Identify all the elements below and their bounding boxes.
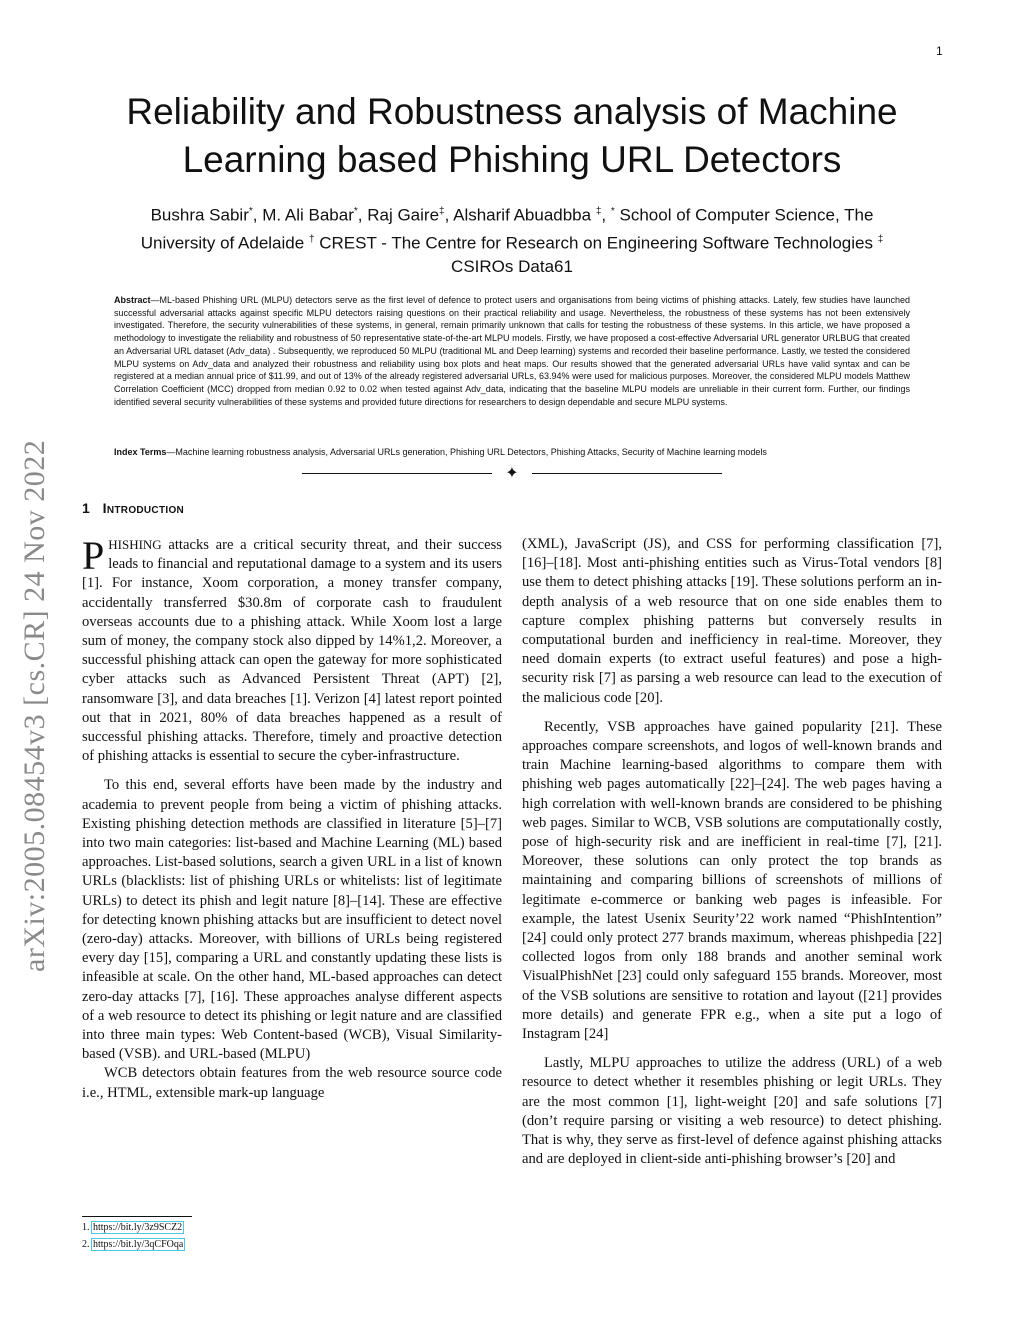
paragraph: Lastly, MLPU approaches to utilize the address (URL) of a web resource to detect whether it resembles phishing or legit URLs. They are the most common [1], light-weight [20] and safe solutions [7] (don’t require parsing or visiting a web resource) to detect phishing. That is why, they serve as first-level of defence against phishing attacks and are deployed in client-side anti-phishing browser’s [20] and [522, 1055, 942, 1168]
abstract-text: —ML-based Phishing URL (MLPU) detectors serve as the first level of defence to protect users and organisations from being victims of phishing attacks. Lately, few studies have launched successful adversarial attacks against specific MLPU detectors raising questions on their practical reliability and usage. Nevertheless, the robustness of these systems has not been extensively investigated. Therefore, the security vulnerabilities of these systems, in general, remain primarily unknown that calls for testing the robustness of these systems. In this article, we have proposed a methodology to investigate the reliability and robustness of 50 representative state-of-the-art MLPU models. Firstly, we have proposed a cost-effective Adversarial URL generator URLBUG that created an Adversarial URL dataset (Adv_data) . Subsequently, we reproduced 50 MLPU (traditional ML and Deep learning) systems and recorded their baseline performance. Lastly, we tested the considered MLPU systems on Adv_data and analyzed their robustness and reliability using box plots and heat maps. Our results showed that the generated adversarial URLs have valid syntax and can be registered at a median annual price of $11.99, and out of 13% of the already registered adversarial URLs, 63.94% were used for malicious purposes. Moreover, the considered MLPU models Matthew Correlation Coefficient (MCC) dropped from median 0.92 to 0.02 when tested against Adv_data, indicating that the baseline MLPU models are unreliable in their current form. Further, our findings identified several security vulnerabilities of these systems and provided future directions for researchers to design dependable and secure MLPU systems. [114, 295, 910, 407]
affil-mark: ‡ [595, 206, 602, 217]
affil-mark: * [353, 206, 358, 217]
paragraph: Recently, VSB approaches have gained popularity [21]. These approaches compare screenshots, and logos of well-known brands and train Machine learning-based algorithms to compare them with phishing web pages automatically [22]–[24]. The web pages having a high correlation with well-known brands are considered to be phishing web pages. Similar to WCB, VSB solutions are computationally costly, pose of high-security risk and are inefficient in real-time [7], [21]. Moreover, these solutions can only protect the top brands as maintaining and comparing billions of screenshots of millions of legitimate e-commerce or banking web pages is infeasible. For example, the latest Usenix Seurity’22 work named “PhishIntention” [24] could only protect 277 brands maximum, whereas phishpedia [22] collected logos from only 188 brands and another seminal work VisualPhishNet [23] could only safeguard 155 brands. Moreover, most of the VSB solutions are sensitive to rotation and layout ([21] provides more details) and generate FPR e.g., when a site put a logo of Instagram [24] [522, 718, 942, 1043]
author-name: , M. Ali Babar [252, 205, 354, 225]
page-number: 1 [936, 44, 943, 58]
divider-star-icon: ✦ [505, 465, 519, 482]
paragraph [82, 535, 502, 766]
title-line-2: Learning based Phishing URL Detectors [182, 139, 842, 180]
abstract [114, 294, 910, 408]
footnote [82, 1219, 502, 1236]
abstract-label: Abstract [114, 295, 151, 305]
footnotes [82, 1216, 502, 1253]
affiliation: School of Computer Science, The [619, 205, 874, 225]
left-column [82, 535, 502, 1103]
footnote-number: 1. [82, 1222, 90, 1233]
footnote-number: 2. [82, 1239, 90, 1250]
author-name: Bushra Sabir [150, 205, 249, 225]
author-name: , Raj Gaire [357, 205, 440, 225]
author-name: , Alsharif Abuadbba [444, 205, 592, 225]
affiliation: CSIROs Data61 [451, 257, 573, 277]
paragraph-text: attacks are a critical security threat, and their success leads to financial and reputational damage to a system and its users [1]. For instance, Xoom corporation, a money transfer company, accidentally transferred $30.8m of corporate cash to fraudulent overseas accounts due to a phishing attack. While Xoom lost a large sum of money, the company stock also dipped by 14%1,2. Moreover, a successful phishing attack can open the gateway for more sophisticated cyber attacks such as Advanced Persistent Threat (APT) [2], ransomware [3], and data breaches [1]. Verizon [4] latest report pointed out that in 2021, 80% of data breaches happened as a result of successful phishing attacks. Therefore, timely and proactive detection of phishing attacks is essential to secure the cyber-infrastructure. [82, 537, 502, 765]
smallcaps-lead: HISHING [108, 537, 162, 552]
right-column [522, 535, 942, 1170]
section-title: Introduction [102, 500, 185, 516]
paragraph: (XML), JavaScript (JS), and CSS for performing classification [7], [16]–[18]. Most anti-phishing entities such as Virus-Total vendors [8] use them to detect phishing attacks [19]. These solutions perform an in-depth analysis of a web resource that on one side enables them to capture complex phishing patterns but conversely results in computational burden and inefficiency in real-time. Moreover, they need domain experts (to extract useful features) and pose a high-security risk [7] as parsing a web resource can lead to the execution of the malicious code [20]. [522, 536, 942, 706]
arxiv-stamp: arXiv:2005.08454v3 [cs.CR] 24 Nov 2022 [18, 439, 51, 972]
section-number: 1 [82, 500, 91, 516]
separator: , [601, 205, 607, 225]
drop-cap: P [82, 533, 105, 578]
affil-mark: † [308, 233, 315, 245]
affil-mark: ‡ [877, 233, 884, 245]
paper-title [70, 88, 954, 184]
affil-mark: * [248, 206, 253, 217]
title-line-1: Reliability and Robustness analysis of Machine [126, 91, 898, 132]
footnote-link[interactable]: https://bit.ly/3qCFOqa [93, 1239, 184, 1250]
affil-mark: ‡ [439, 206, 445, 217]
index-terms-label: Index Terms [114, 447, 167, 457]
footnote [82, 1236, 502, 1253]
footnote-link[interactable]: https://bit.ly/3z9SCZ2 [93, 1222, 183, 1233]
index-terms-text: —Machine learning robustness analysis, Adversarial URLs generation, Phishing URL Detectors, Phishing Attacks, Security of Machine learning models [166, 447, 767, 457]
paragraph: WCB detectors obtain features from the web resource source code i.e., HTML, extensible mark-up language [82, 1065, 502, 1101]
affiliation: CREST - The Centre for Research on Engineering Software Technologies [319, 233, 873, 253]
section-heading [82, 500, 184, 516]
index-terms [114, 446, 910, 458]
footnote-rule [82, 1216, 192, 1217]
section-divider [302, 465, 722, 482]
affiliation: University of Adelaide [140, 233, 305, 253]
affil-mark: * [610, 206, 615, 217]
paragraph: To this end, several efforts have been made by the industry and academia to prevent people from being a victim of phishing attacks. Existing phishing detection methods are classified in literature [5]–[7] into two main categories: list-based and Machine Learning (ML) based approaches. List-based solutions, search a given URL in a list of known URLs (blacklists: list of phishing URLs or whitelists: list of legitimate URLs) to detect its phish and legit nature [8]–[14]. These are effective for detecting known phishing attacks but are insufficient to detect novel (zero-day) attacks. Moreover, with billions of URLs being registered every day [15], comparing a URL and constantly updating these lists is infeasible at scale. On the other hand, ML-based approaches can detect zero-day attacks [7], [16]. These approaches analyse different aspects of a web resource to detect its phishing or legit nature and are classified into three main types: Web Content-based (WCB), Visual Similarity-based (VSB). and URL-based (MLPU) [82, 777, 502, 1063]
divider-line-right [532, 473, 722, 474]
divider-line-left [302, 473, 492, 474]
author-list [92, 200, 932, 279]
